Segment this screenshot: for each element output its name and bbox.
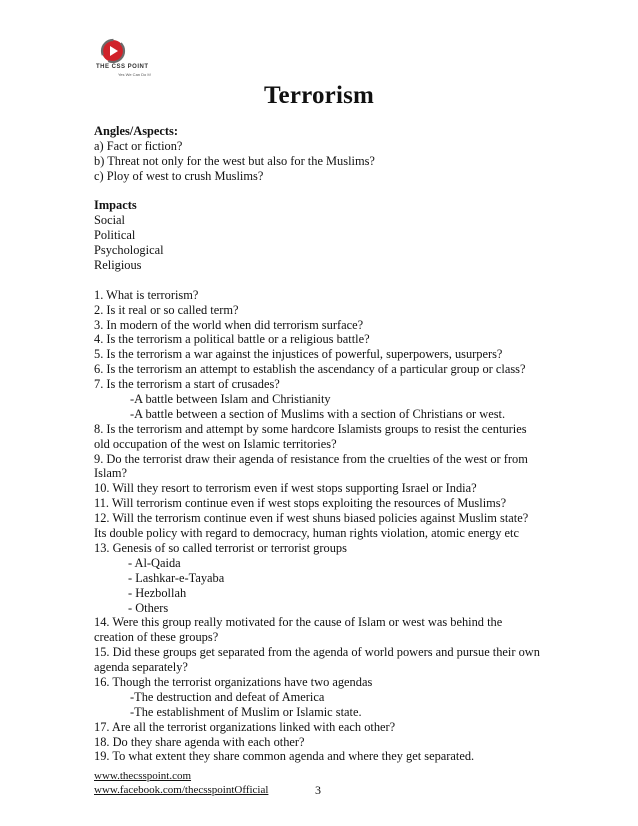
question-item: 12. Will the terrorism continue even if west shuns biased policies against Muslim state?: [94, 511, 529, 526]
angle-item: a) Fact or fiction?: [94, 138, 183, 153]
impacts-heading: Impacts: [94, 198, 137, 213]
angles-heading: Angles/Aspects:: [94, 124, 178, 138]
spacer: [94, 273, 554, 288]
facebook-link[interactable]: www.facebook.com/thecsspointOfficial: [94, 783, 269, 796]
question-item: 10. Will they resort to terrorism even if west stops supporting Israel or India?: [94, 481, 477, 496]
question-subitem: -A battle between Islam and Christianity: [130, 392, 331, 407]
document-body: [94, 124, 554, 764]
question-item-continued: agenda separately?: [94, 660, 188, 675]
question-item: 16. Though the terrorist organizations have two agendas: [94, 674, 373, 689]
logo-play-icon: [100, 38, 126, 64]
question-item: 15. Did these groups get separated from the agenda of world powers and pursue their own: [94, 645, 540, 660]
angle-item: b) Threat not only for the west but also for the Muslims?: [94, 153, 375, 168]
question-item: 19. To what extent they share common agenda and where they get separated.: [94, 749, 475, 764]
question-item: 13. Genesis of so called terrorist or terrorist groups: [94, 540, 347, 555]
question-item: 7. Is the terrorism a start of crusades?: [94, 377, 280, 392]
question-item: 6. Is the terrorism an attempt to establish the ascendancy of a particular group or class?: [94, 362, 526, 377]
impact-item: Political: [94, 228, 136, 243]
question-item: 5. Is the terrorism a war against the injustices of powerful, superpowers, usurpers?: [94, 347, 503, 362]
question-item: 18. Do they share agenda with each other?: [94, 734, 305, 749]
question-item-continued: Its double policy with regard to democracy, human rights violation, atomic energy etc: [94, 526, 519, 541]
question-item-continued: creation of these groups?: [94, 630, 219, 645]
question-item: 14. Were this group really motivated for the cause of Islam or west was behind the: [94, 615, 503, 630]
logo-name: THE CSS POINT: [96, 64, 149, 70]
logo: [96, 38, 170, 82]
impact-item: Religious: [94, 258, 142, 273]
impact-item: Social: [94, 213, 125, 228]
spacer: [94, 184, 554, 199]
group-item: - Al-Qaida: [128, 555, 181, 570]
question-subitem: -The establishment of Muslim or Islamic state.: [130, 704, 362, 719]
page-title: Terrorism: [263, 82, 375, 109]
question-item: 4. Is the terrorism a political battle or a religious battle?: [94, 332, 370, 347]
question-item: 3. In modern of the world when did terrorism surface?: [94, 317, 364, 332]
group-item: - Others: [128, 600, 169, 615]
question-subitem: -A battle between a section of Muslims with a section of Christians or west.: [130, 406, 506, 421]
question-item: 11. Will terrorism continue even if west stops exploiting the resources of Muslims?: [94, 496, 507, 511]
question-item-continued: old occupation of the west on Islamic territories?: [94, 436, 337, 451]
question-subitem: -The destruction and defeat of America: [130, 689, 325, 704]
question-item-continued: Islam?: [94, 466, 128, 481]
question-item: 8. Is the terrorism and attempt by some hardcore Islamists groups to resist the centuries: [94, 421, 527, 436]
logo-tagline: Yes We Can Do It!: [118, 72, 151, 77]
group-item: - Hezbollah: [128, 585, 187, 600]
question-item: 1. What is terrorism?: [94, 287, 199, 302]
impact-item: Psychological: [94, 243, 164, 258]
question-item: 17. Are all the terrorist organizations linked with each other?: [94, 719, 396, 734]
angle-item: c) Ploy of west to crush Muslims?: [94, 168, 264, 183]
website-link[interactable]: www.thecsspoint.com: [94, 770, 192, 782]
group-item: - Lashkar-e-Tayaba: [128, 570, 225, 585]
question-item: 2. Is it real or so called term?: [94, 302, 239, 317]
question-item: 9. Do the terrorist draw their agenda of resistance from the cruelties of the west or from: [94, 451, 528, 466]
footer: [94, 770, 268, 797]
page-number: 3: [315, 783, 321, 797]
